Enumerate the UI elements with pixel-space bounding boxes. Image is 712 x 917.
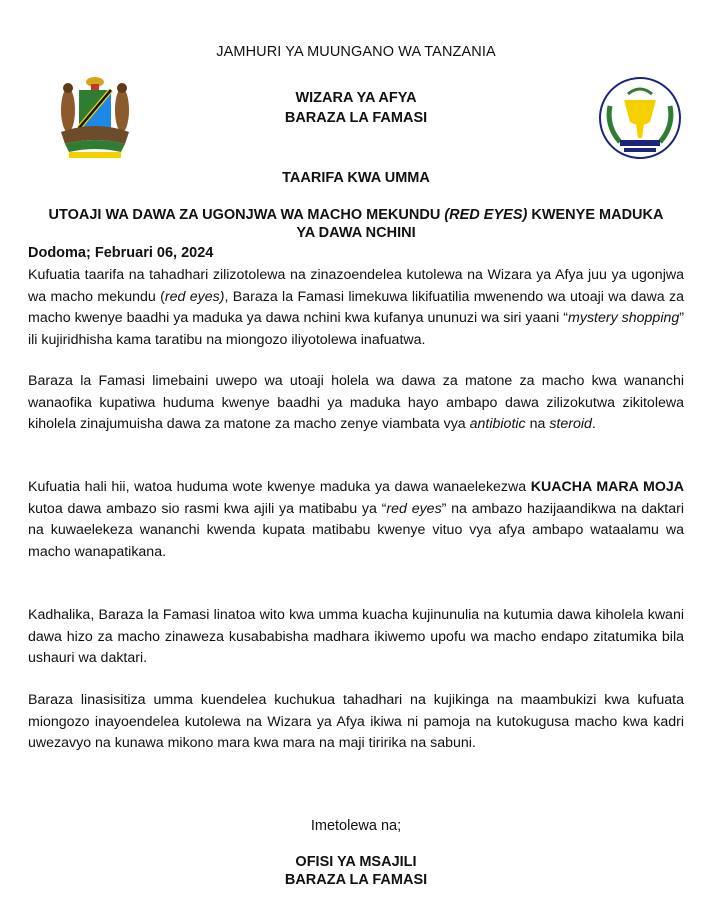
notice-title: TAARIFA KWA UMMA: [282, 170, 430, 186]
ministry-heading: [0, 88, 712, 128]
p2-italic-1: antibiotic: [469, 416, 526, 433]
p2-text-c: .: [591, 416, 596, 433]
p1-italic-2: mystery shopping: [568, 310, 680, 327]
paragraph-4: Kadhalika, Baraza la Famasi linatoa wito kwa umma kuacha kujinunulia na kutumia dawa kiholela kwani dawa hizo za macho zinaweza kusababisha madhara ikiwemo upofu wa macho endapo zitatumika bila ushauri wa daktari.: [28, 607, 684, 667]
p3-text-b: kutoa dawa ambazo sio rasmi kwa ajili ya matibabu ya “: [28, 500, 387, 517]
paragraph-2: [28, 371, 684, 436]
paragraph-3: [28, 477, 684, 563]
footer-council-name: BARAZA LA FAMASI: [284, 872, 428, 888]
council-name: BARAZA LA FAMASI: [284, 110, 428, 126]
signature-block: [0, 853, 712, 889]
paragraph-5: Baraza linasisitiza umma kuendelea kuchukua tahadhari na kujikinga na maambukizi kwa kufuata miongozo inayoendelea kutolewa na Wizara ya Afya ikiwa ni pamoja na kutokugusa macho kwa kadri uwezavyo na kunawa mikono mara kwa mara na maji tiririka na sabuni.: [28, 692, 684, 752]
p1-italic-1: red eyes): [164, 288, 225, 305]
issued-by: Imetolewa na;: [310, 818, 402, 834]
ministry-name: WIZARA YA AFYA: [295, 90, 417, 106]
p3-text-c: ” na ambazo hazijaandikwa na daktari na kuwaelekeza wananchi kwenda kupata matibabu kwenye vituo vya afya ambapo wataalamu wa macho wanapatikana.: [28, 500, 684, 560]
p1-text-c: ” ili kujiridhisha kama taratibu na miongozo iliyotolewa inafuatwa.: [28, 310, 684, 348]
headline-italic: (RED EYES): [444, 207, 528, 223]
office-name: OFISI YA MSAJILI: [295, 854, 417, 870]
p3-italic-1: red eyes: [386, 500, 442, 517]
p2-text-a: Baraza la Famasi limebaini uwepo wa utoaji holela wa dawa za matone za macho kwa wananchi wanaofika kupatiwa huduma kwenye baadhi ya maduka hayo ambapo dawa zilizokutwa zikitolewa kiholela zinajumuisha dawa za matone za macho zenye viambata vya: [28, 373, 684, 433]
dateline: Dodoma; Februari 06, 2024: [28, 245, 214, 261]
p1-text-a: Kufuatia taarifa na tahadhari zilizotolewa na zinazoendelea kutolewa na Wizara ya Afya juu ya ugonjwa wa macho mekundu (: [28, 267, 684, 305]
p1-text-b: , Baraza la Famasi limekuwa likifuatilia mwenendo wa utoaji wa dawa za macho kwenye baadhi ya maduka ya dawa nchini kwa kufanya ununuzi wa siri yaani “: [28, 288, 685, 327]
p2-text-b: na: [525, 416, 550, 433]
p3-text-a: Kufuatia hali hii, watoa huduma wote kwenye maduka ya dawa wanaelekezwa: [28, 479, 531, 495]
headline-part2: KWENYE MADUKA YA DAWA NCHINI: [296, 207, 664, 241]
paragraph-1: [28, 265, 684, 351]
headline-part1: UTOAJI WA DAWA ZA UGONJWA WA MACHO MEKUNDU: [48, 207, 445, 223]
p2-italic-2: steroid: [549, 416, 592, 433]
republic-heading: JAMHURI YA MUUNGANO WA TANZANIA: [216, 44, 496, 60]
headline: [40, 206, 672, 242]
p3-bold: KUACHA MARA MOJA: [530, 479, 684, 495]
